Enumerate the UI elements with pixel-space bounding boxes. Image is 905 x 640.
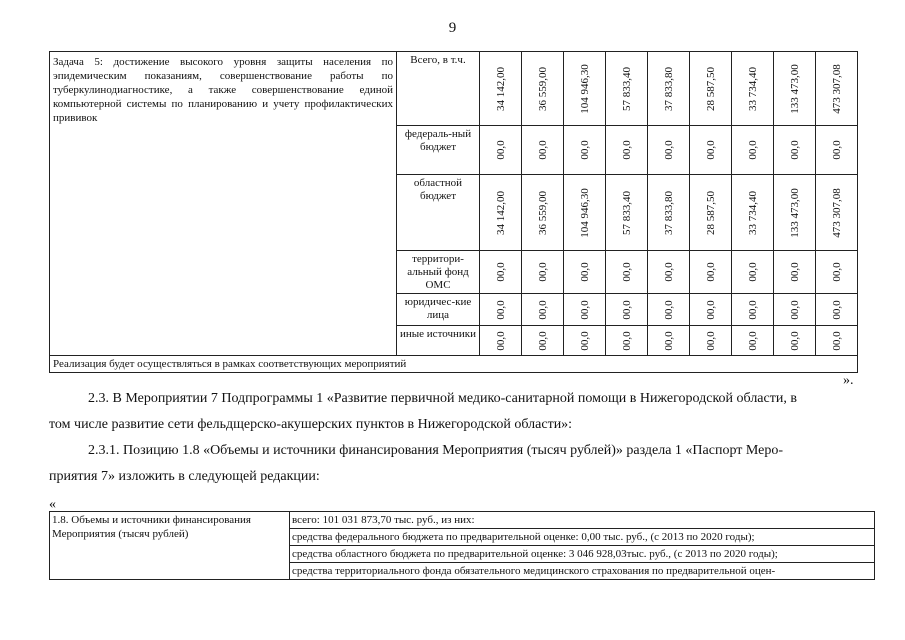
funding-table <box>49 51 858 373</box>
table-cell: 00,0 <box>536 140 549 160</box>
table-cell: 00,0 <box>494 140 507 160</box>
table-cell: 00,0 <box>536 299 549 320</box>
table-cell: 00,0 <box>662 140 675 160</box>
financing-line: средства территориального фонда обязательного медицинского страхования по предварительной оцен- <box>290 563 875 580</box>
source-label: областной бюджет <box>397 175 480 251</box>
table-cell: 00,0 <box>662 262 675 282</box>
table-cell: 00,0 <box>788 299 801 320</box>
table-cell: 00,0 <box>704 330 717 351</box>
source-label: иные источники <box>397 326 480 356</box>
table-cell: 00,0 <box>746 330 759 351</box>
table-cell: 00,0 <box>788 140 801 160</box>
table-cell: 00,0 <box>578 140 591 160</box>
table-cell: 00,0 <box>494 299 507 320</box>
table-cell: 34 142,00 <box>494 66 507 111</box>
table-cell: 57 833,40 <box>620 190 633 235</box>
table-cell: 473 307,08 <box>830 63 843 114</box>
source-label: территори-альный фонд ОМС <box>397 251 480 294</box>
table-cell: 00,0 <box>536 330 549 351</box>
table-cell: 34 142,00 <box>494 190 507 235</box>
table-cell: 37 833,80 <box>662 66 675 111</box>
paragraph-2-3-cont: том числе развитие сети фельдщерско-акушерских пунктов в Нижегородской области»: <box>49 417 573 432</box>
table-cell: 00,0 <box>662 299 675 320</box>
task-description: Задача 5: достижение высокого уровня защиты населения по эпидемическим показаниям, совершенствование работы по туберкулинодиагностике, а также совершенствование единой компьютерной системы по планированию и учету профилактических прививок <box>50 52 397 356</box>
financing-line: всего: 101 031 873,70 тыс. руб., из них: <box>290 512 875 529</box>
table-cell: 28 587,50 <box>704 66 717 111</box>
financing-line: средства областного бюджета по предварительной оценке: 3 046 928,03тыс. руб., (с 2013 по 2020 годы); <box>290 546 875 563</box>
position-label: 1.8. Объемы и источники финансирования Мероприятия (тысяч рублей) <box>50 512 290 580</box>
table-cell: 00,0 <box>746 140 759 160</box>
source-label: федераль-ный бюджет <box>397 126 480 175</box>
page-number: 9 <box>448 20 457 36</box>
table-cell: 133 473,00 <box>788 63 801 114</box>
table-cell: 37 833,80 <box>662 190 675 235</box>
table-cell: 36 559,00 <box>536 190 549 235</box>
table-cell: 00,0 <box>578 330 591 351</box>
table-cell: 00,0 <box>830 330 843 351</box>
table-cell: 00,0 <box>620 262 633 282</box>
table-cell: 00,0 <box>788 262 801 282</box>
table-cell: 00,0 <box>746 262 759 282</box>
table-cell: 00,0 <box>620 299 633 320</box>
table-cell: 00,0 <box>536 262 549 282</box>
table-row <box>50 52 858 126</box>
table-cell: 473 307,08 <box>830 187 843 238</box>
paragraph-2-3-1-cont: приятия 7» изложить в следующей редакции: <box>49 469 320 484</box>
table-cell: 00,0 <box>494 330 507 351</box>
table-cell: 104 946,30 <box>578 63 591 114</box>
table-cell: 00,0 <box>830 299 843 320</box>
table-cell: 00,0 <box>620 140 633 160</box>
financing-line: средства федерального бюджета по предварительной оценке: 0,00 тыс. руб., (с 2013 по 2020 годы); <box>290 529 875 546</box>
table-cell: 104 946,30 <box>578 187 591 238</box>
table-footer-note: Реализация будет осуществляться в рамках соответствующих мероприятий <box>50 356 858 373</box>
source-label: юридичес-кие лица <box>397 294 480 326</box>
financing-table <box>49 511 875 580</box>
table-cell: 28 587,50 <box>704 190 717 235</box>
paragraph-2-3-1: 2.3.1. Позицию 1.8 «Объемы и источники финансирования Мероприятия (тысяч рублей)» раздела 1 «Паспорт Меро- <box>88 443 784 458</box>
table-cell: 33 734,40 <box>746 190 759 235</box>
table-cell: 00,0 <box>620 330 633 351</box>
table-cell: 133 473,00 <box>788 187 801 238</box>
closing-quote: ». <box>843 373 854 388</box>
table-cell: 00,0 <box>830 140 843 160</box>
table-cell: 00,0 <box>788 330 801 351</box>
table-cell: 00,0 <box>830 262 843 282</box>
table-row <box>50 512 875 529</box>
table-cell: 00,0 <box>704 262 717 282</box>
table-cell: 00,0 <box>662 330 675 351</box>
opening-quote: « <box>49 497 56 512</box>
paragraph-2-3: 2.3. В Мероприятии 7 Подпрограммы 1 «Развитие первичной медико-санитарной помощи в Нижегородской области, в <box>88 391 797 406</box>
table-cell: 00,0 <box>578 299 591 320</box>
table-row <box>50 356 858 373</box>
table-cell: 00,0 <box>746 299 759 320</box>
table-cell: 00,0 <box>494 262 507 282</box>
table-cell: 00,0 <box>578 262 591 282</box>
source-label: Всего, в т.ч. <box>397 52 480 126</box>
table-cell: 36 559,00 <box>536 66 549 111</box>
table-cell: 57 833,40 <box>620 66 633 111</box>
table-cell: 33 734,40 <box>746 66 759 111</box>
table-cell: 00,0 <box>704 140 717 160</box>
table-cell: 00,0 <box>704 299 717 320</box>
